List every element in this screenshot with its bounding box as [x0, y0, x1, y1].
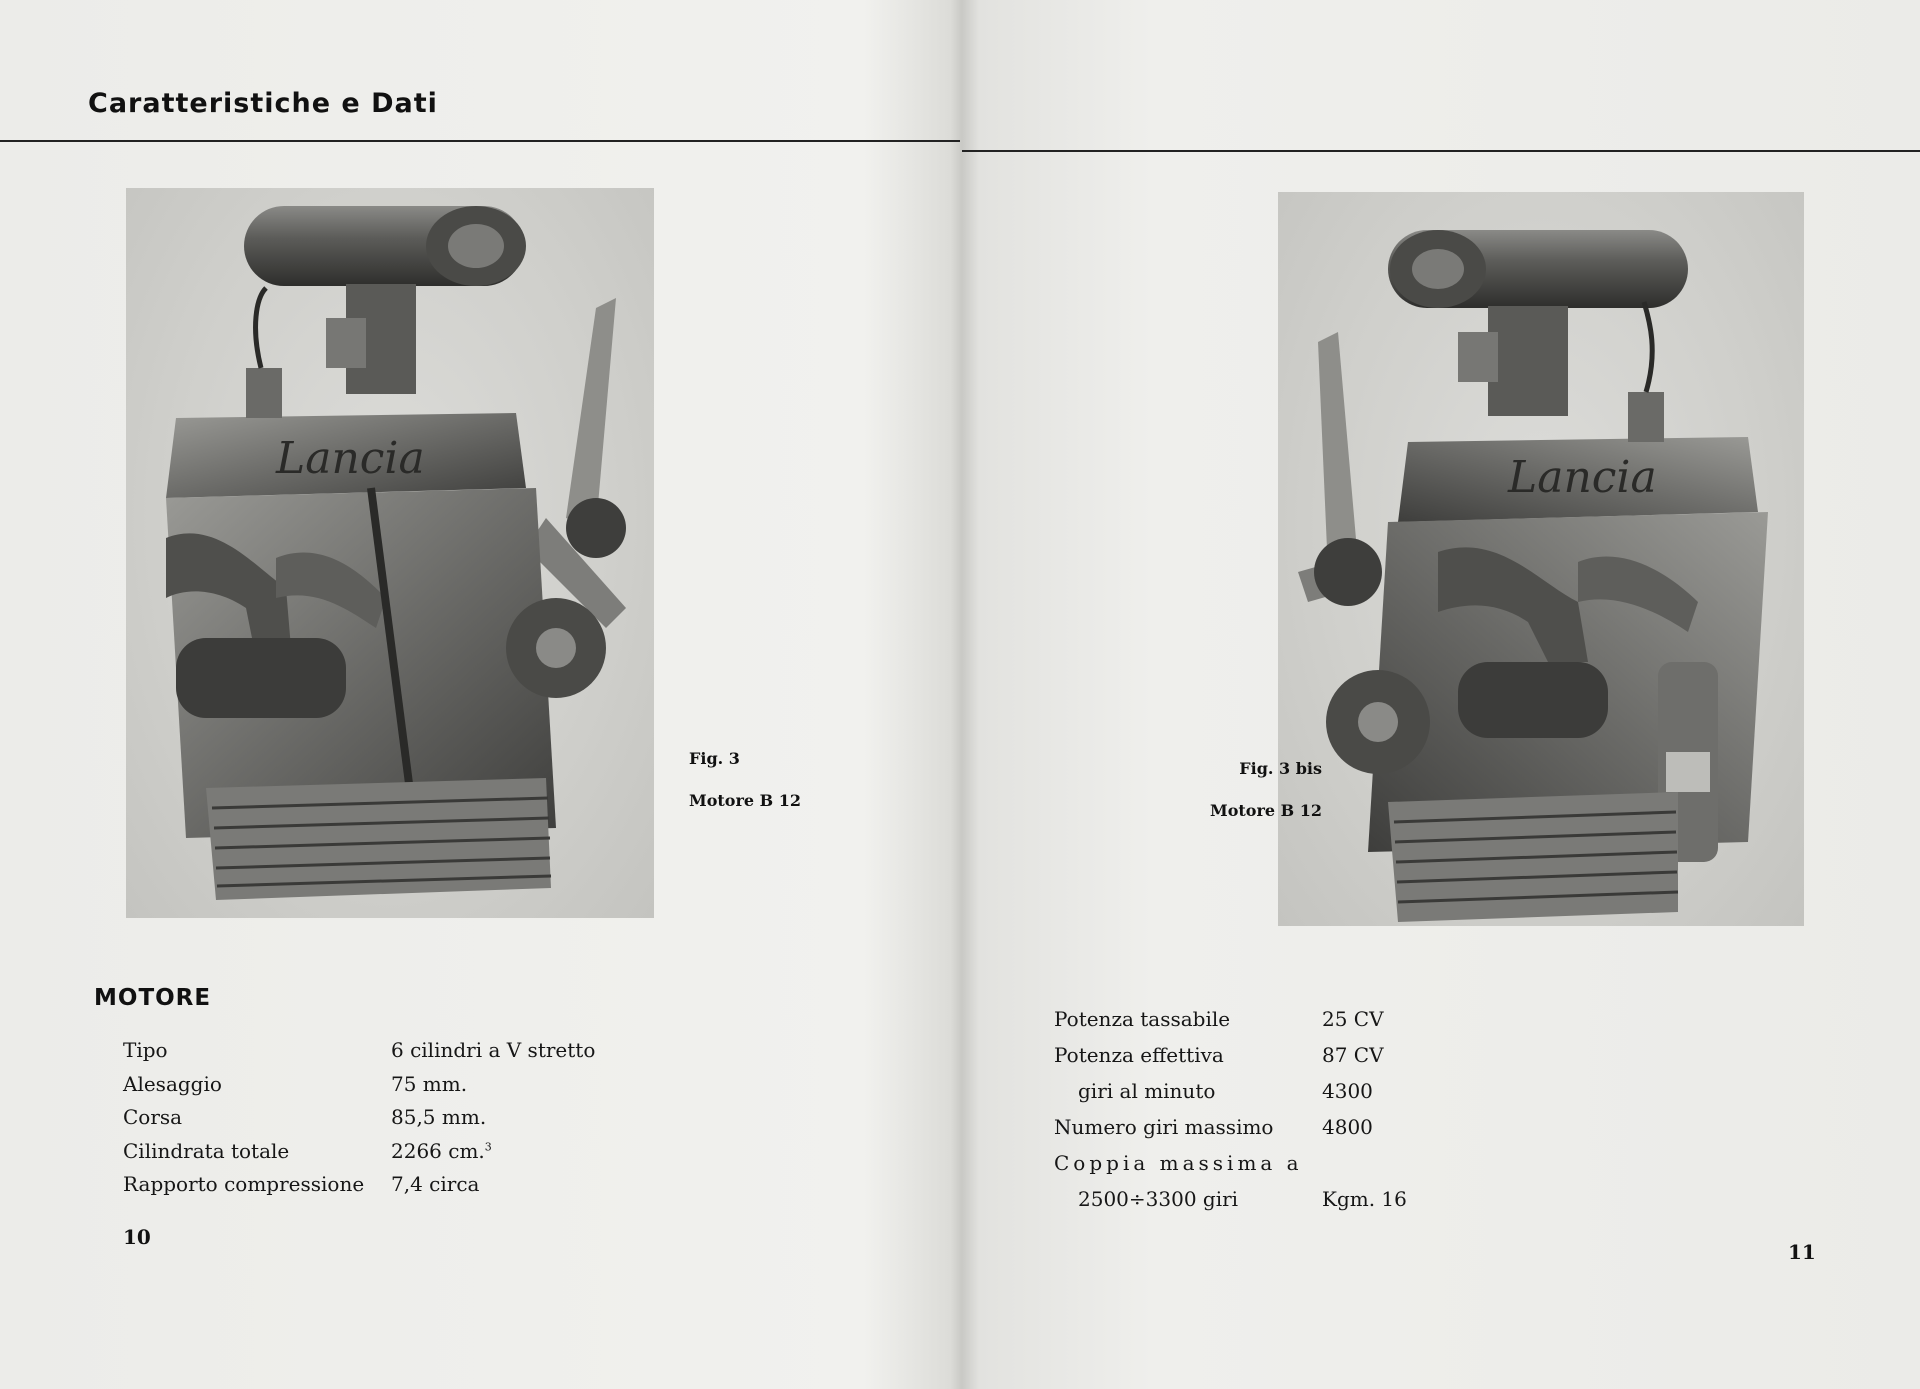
figure-title: Motore B 12 — [689, 791, 801, 810]
engine-illustration — [126, 188, 654, 918]
spec-value: 6 cilindri a V stretto — [391, 1038, 596, 1062]
spec-row — [123, 1172, 595, 1206]
spec-label: Potenza tassabile — [1054, 1007, 1231, 1031]
spec-row — [1054, 1115, 1407, 1151]
spec-label: Potenza effettiva — [1054, 1043, 1224, 1067]
spec-value — [391, 1139, 492, 1173]
spec-label: Coppia massima a — [1054, 1151, 1303, 1175]
spec-label: Rapporto compressione — [123, 1172, 365, 1196]
spec-value: 75 mm. — [391, 1071, 468, 1096]
spec-row — [1054, 1007, 1407, 1043]
figure-number: Fig. 3 bis — [1239, 759, 1322, 778]
spec-row — [1054, 1151, 1407, 1187]
engine-badge: Lancia — [1508, 452, 1657, 503]
spec-value: 4300 — [1322, 1079, 1373, 1103]
figure-title: Motore B 12 — [1210, 801, 1322, 820]
spec-row — [123, 1072, 595, 1106]
header-rule — [0, 140, 960, 142]
figure-caption-fig-3-bis — [1124, 758, 1322, 842]
figure-number: Fig. 3 — [689, 749, 740, 768]
figure-caption-fig-3 — [689, 748, 801, 832]
spec-value: 85,5 mm. — [391, 1105, 487, 1129]
header-rule — [962, 150, 1920, 152]
right-page — [962, 0, 1920, 1389]
specs-title: MOTORE — [94, 985, 212, 1011]
spec-value: 7,4 circa — [391, 1172, 480, 1196]
engine-photo-fig-3-bis — [1278, 192, 1804, 926]
spec-value: 4800 — [1322, 1115, 1373, 1139]
spec-value-superscript: 3 — [484, 1139, 492, 1153]
spec-table-left — [123, 1038, 595, 1206]
section-title: Caratteristiche e Dati — [88, 88, 438, 119]
spec-row — [123, 1139, 595, 1173]
engine-badge: Lancia — [276, 433, 425, 484]
spec-value: Kgm. 16 — [1322, 1187, 1407, 1211]
spec-label: Cilindrata totale — [123, 1138, 290, 1163]
spec-label: Numero giri massimo — [1054, 1115, 1274, 1139]
spec-row — [1054, 1043, 1407, 1079]
spec-row — [123, 1038, 595, 1072]
spec-value: 87 CV — [1322, 1043, 1384, 1067]
spec-label: Tipo — [123, 1038, 168, 1062]
spec-label: 2500÷3300 giri — [1078, 1187, 1239, 1211]
spec-row — [1054, 1187, 1407, 1223]
spec-label: Alesaggio — [123, 1071, 222, 1096]
engine-photo-fig-3 — [126, 188, 654, 918]
spec-row — [123, 1105, 595, 1139]
spec-table-right — [1054, 1007, 1407, 1223]
spec-label: giri al minuto — [1078, 1079, 1216, 1103]
page-number: 10 — [123, 1225, 151, 1249]
spec-value: 25 CV — [1322, 1007, 1384, 1031]
spec-row — [1054, 1079, 1407, 1115]
spec-label: Corsa — [123, 1105, 183, 1129]
spec-value-text: 2266 cm. — [391, 1138, 485, 1163]
page-number: 11 — [1788, 1240, 1816, 1264]
engine-illustration — [1278, 192, 1804, 926]
